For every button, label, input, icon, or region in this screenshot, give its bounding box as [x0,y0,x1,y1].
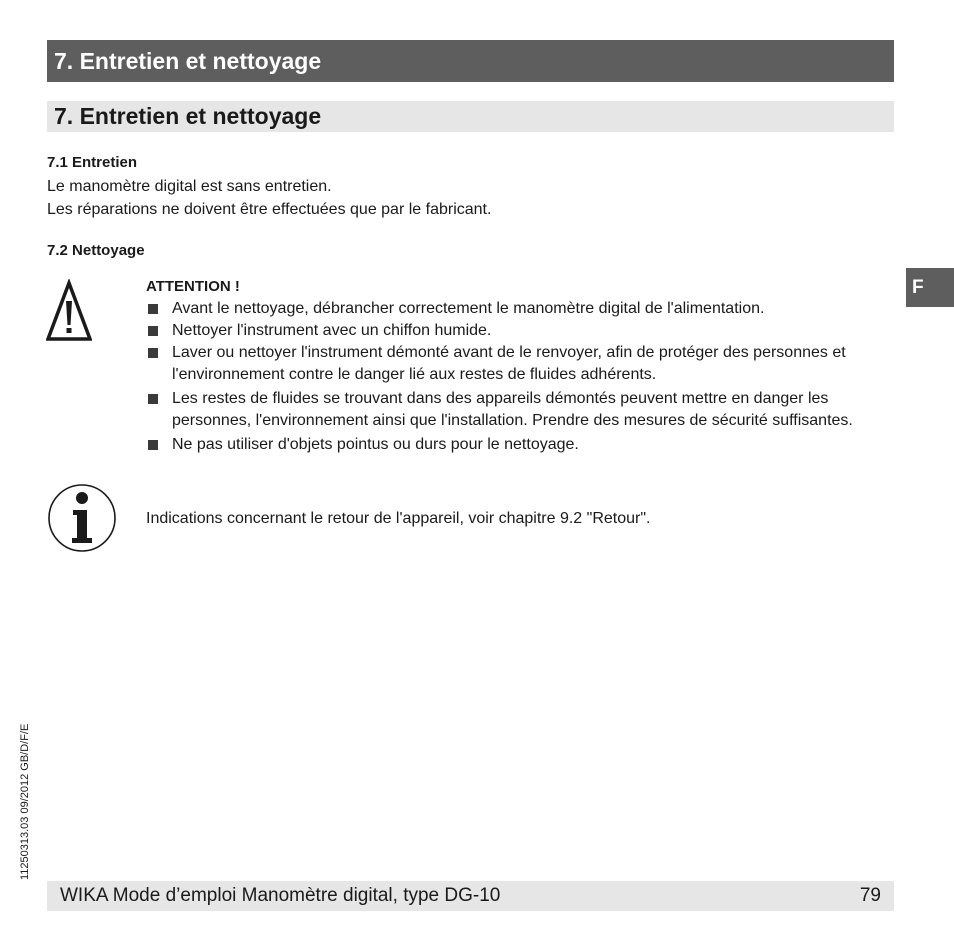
footer-title: WIKA Mode d’emploi Manomètre digital, type DG-10 [60,885,501,906]
warning-list [146,298,886,456]
warning-item: Ne pas utiliser d'objets pointus ou durs pour le nettoyage. [146,434,886,456]
warning-item: Nettoyer l'instrument avec un chiffon humide. [146,320,886,342]
section-title-bar [47,101,894,132]
maintenance-line-2: Les réparations ne doivent être effectuées que par le fabricant. [47,201,492,218]
language-tab [906,268,954,307]
document-code: 11250313.03 09/2012 GB/D/F/E [19,723,31,880]
chapter-title: 7. Entretien et nettoyage [54,48,322,74]
warning-item: Laver ou nettoyer l'instrument démonté avant de le renvoyer, afin de protéger des personnes et l'environnement contre le danger lié aux restes de fluides adhérents. [146,342,886,386]
warning-item: Les restes de fluides se trouvant dans des appareils démontés peuvent mettre en danger les personnes, l'environnement ainsi que l'installation. Prendre des mesures de sécurité suffisantes. [146,388,886,432]
maintenance-line-1: Le manomètre digital est sans entretien. [47,178,332,195]
warning-triangle-icon [46,279,92,341]
language-tab-label: F [912,277,924,298]
subheading-maintenance: 7.1 Entretien [47,154,138,171]
page-footer [47,881,894,911]
subheading-cleaning: 7.2 Nettoyage [47,242,145,259]
page-number: 79 [859,885,881,906]
info-icon [46,482,118,554]
warning-title: ATTENTION ! [146,278,240,295]
warning-item: Avant le nettoyage, débrancher correctement le manomètre digital de l'alimentation. [146,298,886,320]
info-text: Indications concernant le retour de l'appareil, voir chapitre 9.2 "Retour". [146,510,651,527]
chapter-title-bar [47,40,894,82]
section-title: 7. Entretien et nettoyage [54,103,322,129]
